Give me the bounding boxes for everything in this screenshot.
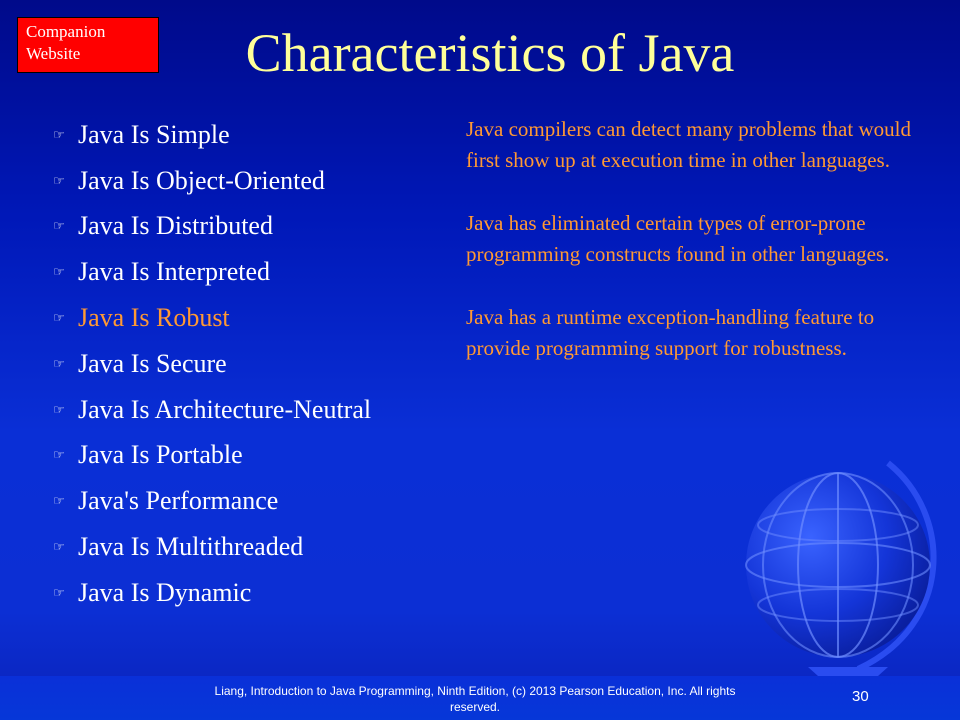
pointing-hand-icon: ☞ [53, 447, 65, 463]
list-item: ☞ Java Is Interpreted [53, 257, 271, 287]
pointing-hand-icon: ☞ [53, 218, 65, 234]
list-item: ☞ Java Is Distributed [53, 211, 273, 241]
pointing-hand-icon: ☞ [53, 126, 65, 142]
list-item: ☞ Java Is Secure [53, 348, 227, 378]
slide-title: Characteristics of Java [245, 23, 735, 83]
list-item: ☞ Java Is Architecture-Neutral [53, 394, 372, 424]
pointing-hand-icon: ☞ [53, 310, 65, 326]
pointing-hand-icon: ☞ [53, 264, 65, 280]
note-paragraph: Java has eliminated certain types of error-prone programming constructs found in other languages. [466, 211, 890, 266]
list-item-highlighted: ☞ Java Is Robust [53, 303, 230, 333]
note-paragraph: Java has a runtime exception-handling feature to provide programming support for robustness. [466, 305, 875, 360]
pointing-hand-icon: ☞ [53, 355, 65, 371]
list-item: ☞ Java Is Multithreaded [53, 532, 304, 562]
globe-icon [738, 455, 960, 676]
page-number: 30 [852, 688, 869, 705]
robustness-notes [466, 114, 926, 396]
list-item: ☞ Java Is Simple [53, 119, 230, 149]
list-item: ☞ Java Is Portable [53, 440, 243, 470]
pointing-hand-icon: ☞ [53, 401, 65, 417]
list-item: ☞ Java Is Dynamic [53, 577, 252, 607]
list-item: ☞ Java Is Object-Oriented [53, 165, 325, 195]
characteristics-list [52, 112, 371, 616]
companion-website-label-1: Companion [26, 22, 106, 41]
companion-website-label-2: Website [26, 44, 81, 63]
copyright-footer: Liang, Introduction to Java Programming, Ninth Edition, (c) 2013 Pearson Education, Inc. All rights reserved. [214, 684, 736, 714]
note-paragraph: Java compilers can detect many problems that would first show up at execution time in other languages. [466, 117, 911, 172]
pointing-hand-icon: ☞ [53, 584, 65, 600]
pointing-hand-icon: ☞ [53, 172, 65, 188]
list-item: ☞ Java's Performance [53, 486, 279, 516]
pointing-hand-icon: ☞ [53, 493, 65, 509]
pointing-hand-icon: ☞ [53, 539, 65, 555]
